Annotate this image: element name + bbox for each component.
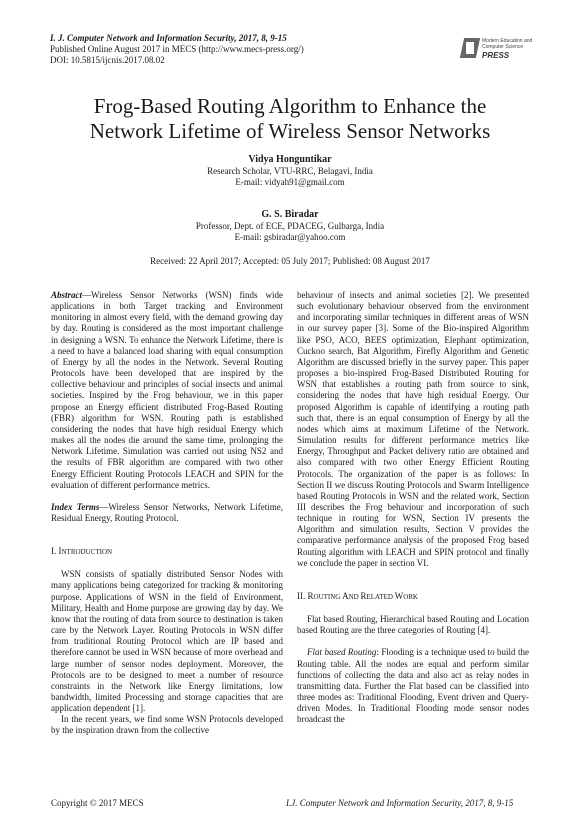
footer-journal: I.J. Computer Network and Information Security, 2017, 8, 9-15 xyxy=(286,798,514,808)
paper-title xyxy=(40,94,540,144)
intro-paragraph-continued: behaviour of insects and animal societies [2]. We presented such evolutionary behaviour observed from the environment and incorporating similar techniques in different areas of WSN in our survey paper [3]. Some of the Bio-inspired Algorithm like PSO, ACO, BEES optimization, Elephant optimization, Cuckoo search, Bat Algorithm, Firefly Algorithm and Genetic Algorithm are discussed briefly in the survey paper. This paper proposes a bio-inspired Frog-Based Distributed Routing for WSN that establishes a routing path from source to sink, considering the nodes that have high residual Energy. Our proposed Algorithm is capable of identifying a routing path such that, there is an equal consumption of Energy by all the nodes which aims at maximum Lifetime of the Network. Simulation results for different performance metrics like Energy, Throughput and Packet delivery ratio are obtained and also compared with two other Energy Efficient Routing Protocols. The organization of the paper is as follows: In Section II we discuss Routing Protocols and Swarm Intelligence based Routing Protocols in WSN and the related work, Section III describes the Frog behaviour and incorporation of such technique in routing for WSN, Section IV presents the Algorithm and simulation results, Section V provides the comparative performance analysis of the proposed Frog based Routing algorithm with LEACH and SPIN protocol and finally we conclude the paper in section VI. xyxy=(297,290,529,568)
right-column xyxy=(297,290,529,725)
section-heading-introduction: I. INTRODUCTION xyxy=(51,546,113,557)
intro-paragraph-2: In the recent years, we find some WSN Protocols developed by the inspiration drawn from the collective xyxy=(51,714,283,736)
index-terms-text: —Wireless Sensor Networks, Network Lifetime, Residual Energy, Routing Protocol. xyxy=(51,501,283,523)
section-heading-routing: II. ROUTING AND RELATED WORK xyxy=(297,590,418,601)
author-name: Vidya Honguntikar xyxy=(248,154,332,165)
routing-paragraph-1: Flat based Routing, Hierarchical based Routing and Location based Routing are the three categories of Routing [4]. xyxy=(297,614,529,636)
logo-brand: PRESS xyxy=(482,51,510,60)
mecs-logo-mark-icon xyxy=(460,38,480,58)
index-terms xyxy=(51,502,283,524)
abstract-text: —Wireless Sensor Networks (WSN) finds wide applications in both Target tracking and Environment monitoring in almost every field, with the demand growing day by day. Routing is considered as the most important challenge in designing a WSN. To enhance the Network Lifetime, there is a need to have a balanced load sharing with equal consumption of Energy by all the nodes in the Network. Several Routing Protocols have been developed that are inspired by the collective behaviour and principles of social insects and animal societies. Inspired by the Frog behaviour, we in this paper propose an Energy efficient distributed Frog-Based Routing (FBR) algorithm for WSN. Routing path is established considering the nodes that have high residual Energy which makes all the nodes die around the same time, prolonging the Network Lifetime. Simulation was carried out using NS2 and the results of FBR algorithm are compared with two other Energy Efficient Routing Protocols LEACH and SPIN for the evaluation of different performance metrics. xyxy=(51,290,283,490)
abstract-label: Abstract xyxy=(51,290,83,300)
author-block-1 xyxy=(40,153,540,188)
author-affiliation: Research Scholar, VTU-RRC, Belagavi, India xyxy=(207,166,373,176)
journal-header xyxy=(50,33,304,66)
author-email: E-mail: vidyah91@gmail.com xyxy=(235,177,345,187)
journal-line: I. J. Computer Network and Information Security, 2017, 8, 9-15 xyxy=(50,33,287,43)
left-column xyxy=(51,290,283,737)
footer-copyright: Copyright © 2017 MECS xyxy=(51,798,144,808)
abstract xyxy=(51,290,283,491)
received-dates: Received: 22 April 2017; Accepted: 05 July 2017; Published: 08 August 2017 xyxy=(150,256,430,266)
author-affiliation: Professor, Dept. of ECE, PDACEG, Gulbarga, India xyxy=(195,221,385,231)
mecs-press-logo xyxy=(462,36,538,64)
author-email: E-mail: gsbiradar@yahoo.com xyxy=(234,232,346,242)
title-line-2: Network Lifetime of Wireless Sensor Networks xyxy=(89,119,491,143)
author-name: G. S. Biradar xyxy=(261,209,319,220)
flat-routing-text: : Flooding is a technique used to build the Routing table. All the nodes are equal and perform similar functions of collecting the data and also act as relay nodes in transmitting data. Further the Flat based can be classified into three modes as: Traditional Flooding, Event driven and Query-driven Modes. In Traditional Flooding mode sensor nodes broadcast the xyxy=(297,647,530,725)
doi-line: DOI: 10.5815/ijcnis.2017.08.02 xyxy=(50,55,165,65)
author-block-2 xyxy=(40,208,540,243)
flat-routing-paragraph xyxy=(297,647,529,725)
logo-text: Modern Education and Computer Science xyxy=(482,38,533,50)
published-line: Published Online August 2017 in MECS (http://www.mecs-press.org/) xyxy=(50,44,304,54)
intro-paragraph-1: WSN consists of spatially distributed Sensor Nodes with many applications being categorized for tracking & monitoring purpose. Applications of WSN in the field of Environment, Military, Health and Home purpose are growing day by day. We know that the routing of data from source to destination is taken care by the Network Layer. Routing Protocols in WSN differ from traditional Routing Protocol which are IP based and therefore cannot be used in WSN because of more overhead and large number of sensor nodes deployment. Moreover, the Protocols are to be designed to meet a number of resource constraints in the Network like Energy limitations, low bandwidth, limited Processing and storage capacities that are application dependent [1]. xyxy=(51,569,283,714)
index-terms-label: Index Terms xyxy=(51,501,100,512)
title-line-1: Frog-Based Routing Algorithm to Enhance the xyxy=(93,94,487,118)
flat-routing-label: Flat based Routing xyxy=(307,647,377,658)
